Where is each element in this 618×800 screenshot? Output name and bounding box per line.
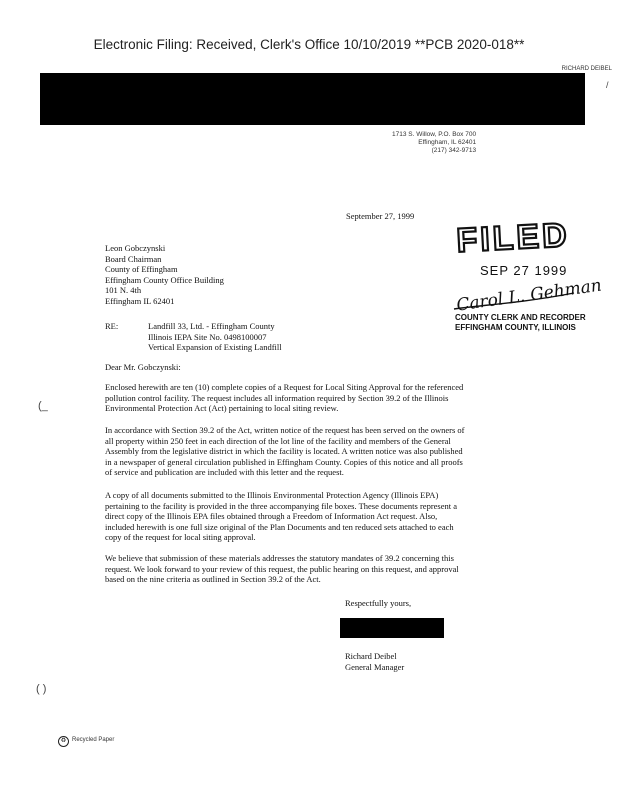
recipient-line: Board Chairman <box>105 253 162 264</box>
body-line: Environmental Protection Act (Act) pertaining to local siting review. <box>105 403 339 414</box>
recipient-line: Effingham County Office Building <box>105 274 224 285</box>
body-paragraph-1 <box>105 382 495 414</box>
body-line: of service and publication are included with this letter and the request. <box>105 467 344 478</box>
body-line: Assembly from the legislative district in which the facility is located. A written notice was also published <box>105 446 463 457</box>
signature-redaction <box>340 618 444 638</box>
body-line: included herewith is one full size original of the Plan Documents and ten reduced sets attached to each <box>105 521 454 532</box>
body-paragraph-2 <box>105 425 495 478</box>
body-line: pertaining to the facility is provided in the three accompanying file boxes. These documents represent a <box>105 500 458 511</box>
filed-stamp-word <box>448 216 578 260</box>
re-line: Landfill 33, Ltd. - Effingham County <box>148 321 275 331</box>
signer-name: Richard Deibel <box>345 651 397 661</box>
body-line: A copy of all documents submitted to the Illinois Environmental Protection Agency (Illinois EPA) <box>105 490 439 500</box>
filed-word: FILED <box>455 216 571 260</box>
clerk-line-1: COUNTY CLERK AND RECORDER <box>455 313 586 322</box>
recipient-line: County of Effingham <box>105 264 178 275</box>
recipient-line: Leon Gobczynski <box>105 243 166 253</box>
signature-text: Carol L. Gehman <box>455 275 603 316</box>
re-line: Illinois IEPA Site No. 0498100007 <box>148 331 267 342</box>
re-subject <box>148 321 282 353</box>
re-label: RE: <box>105 321 119 331</box>
body-line: copy of the request for local siting approval. <box>105 532 256 543</box>
recipient-line: Effingham IL 62401 <box>105 295 175 306</box>
recycled-paper-label: Recycled Paper <box>72 737 115 743</box>
address-line: Effingham, IL 62401 <box>418 139 477 146</box>
address-line: (217) 342-9713 <box>431 147 477 154</box>
letter-date: September 27, 1999 <box>346 211 415 221</box>
body-line: all property within 250 feet in each direction of the lot line of the facility and members of the General <box>105 435 451 446</box>
recycle-icon: ♻ <box>58 736 69 747</box>
body-line: based on the nine criteria as outlined in Section 39.2 of the Act. <box>105 574 321 585</box>
filing-header-stamp: Electronic Filing: Received, Clerk's Office 10/10/2019 **PCB 2020-018** <box>93 37 525 52</box>
body-line: Enclosed herewith are ten (10) complete copies of a Request for Local Siting Approval for the referenced <box>105 382 464 392</box>
body-line: request. We look forward to your review of this request, the public hearing on this request, and approval <box>105 563 459 574</box>
clerk-stamp-text <box>455 313 586 332</box>
body-paragraph-3 <box>105 490 495 543</box>
body-line: In accordance with Section 39.2 of the Act, written notice of the request has been served on the owners of <box>105 425 465 435</box>
recipient-address <box>105 243 224 307</box>
re-line: Vertical Expansion of Existing Landfill <box>148 342 282 353</box>
salutation: Dear Mr. Gobczynski: <box>105 362 181 372</box>
letterhead-address <box>392 131 476 155</box>
margin-mark: / <box>606 80 609 90</box>
signer-title: General Manager <box>345 661 405 672</box>
margin-mark: (_ <box>38 400 48 412</box>
body-line: in a newspaper of general circulation published in Effingham County. Copies of this notice and all proofs <box>105 456 463 467</box>
address-line: 1713 S. Willow, P.O. Box 700 <box>392 131 477 138</box>
corner-text: RICHARD DEIBEL <box>561 66 612 72</box>
closing: Respectfully yours, <box>345 598 412 608</box>
body-paragraph-4 <box>105 553 495 585</box>
clerk-line-2: EFFINGHAM COUNTY, ILLINOIS <box>455 322 576 332</box>
recipient-line: 101 N. 4th <box>105 285 142 296</box>
margin-mark: ( ) <box>36 683 47 695</box>
filed-stamp-date: SEP 27 1999 <box>480 263 568 278</box>
body-line: We believe that submission of these materials addresses the statutory mandates of 39.2 concerning this <box>105 553 454 563</box>
body-line: direct copy of the Illinois EPA files obtained through a Freedom of Information Act request. Also, <box>105 511 438 522</box>
body-line: pollution control facility. The request includes all information required by Section 39.2 of the Illinois <box>105 392 449 403</box>
clerk-signature <box>452 275 603 316</box>
redaction-bar <box>40 73 585 125</box>
signer-block <box>345 651 404 672</box>
